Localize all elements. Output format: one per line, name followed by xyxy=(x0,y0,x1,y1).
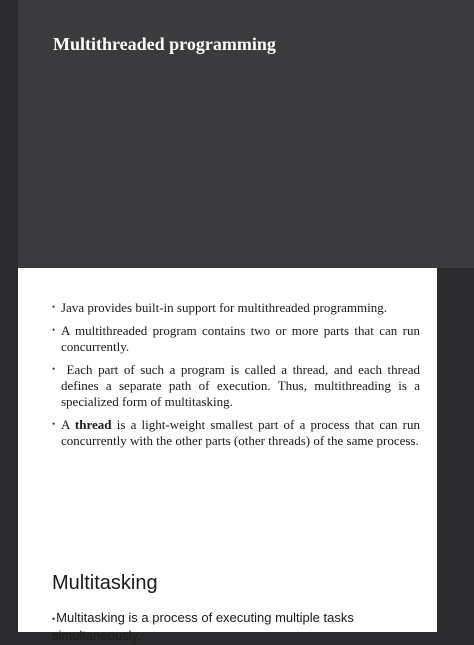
list-item xyxy=(52,609,422,645)
bullet-text-prefix: A xyxy=(61,417,75,432)
right-margin-strip xyxy=(437,544,474,632)
bullet-text: A multithreaded program contains two or more parts that can run concurrently. xyxy=(61,323,420,354)
content-slide xyxy=(18,544,437,643)
bullet-icon: • xyxy=(52,419,56,429)
content-slide xyxy=(18,268,437,544)
list-item xyxy=(52,323,420,355)
bullet-icon: • xyxy=(52,614,56,624)
bullet-text: Multitasking is a process of executing multiple tasks simultaneously. xyxy=(52,610,354,643)
bullet-text: Each part of such a program is called a thread, and each thread defines a separate path of execution. Thus, multithreading is a specialized form of multitasking. xyxy=(61,362,424,409)
title-slide xyxy=(18,0,474,268)
bullet-text-suffix: is a light-weight smallest part of a process that can run concurrently with the other parts (other threads) of the same process. xyxy=(61,417,424,448)
bold-term: thread xyxy=(74,417,112,432)
bullet-text: Java provides built-in support for multithreaded programming. xyxy=(61,300,388,315)
right-margin-strip xyxy=(437,268,474,544)
bullet-icon: • xyxy=(52,302,56,312)
list-item xyxy=(52,362,424,410)
left-margin-strip xyxy=(0,0,18,268)
bullet-icon: • xyxy=(52,364,56,374)
list-item xyxy=(52,417,424,449)
bullet-list xyxy=(52,300,424,456)
slide-title: Multitasking xyxy=(52,572,158,594)
list-item xyxy=(52,300,420,316)
slide-title: Multithreaded programming xyxy=(53,34,276,54)
bullet-icon: • xyxy=(52,325,56,335)
